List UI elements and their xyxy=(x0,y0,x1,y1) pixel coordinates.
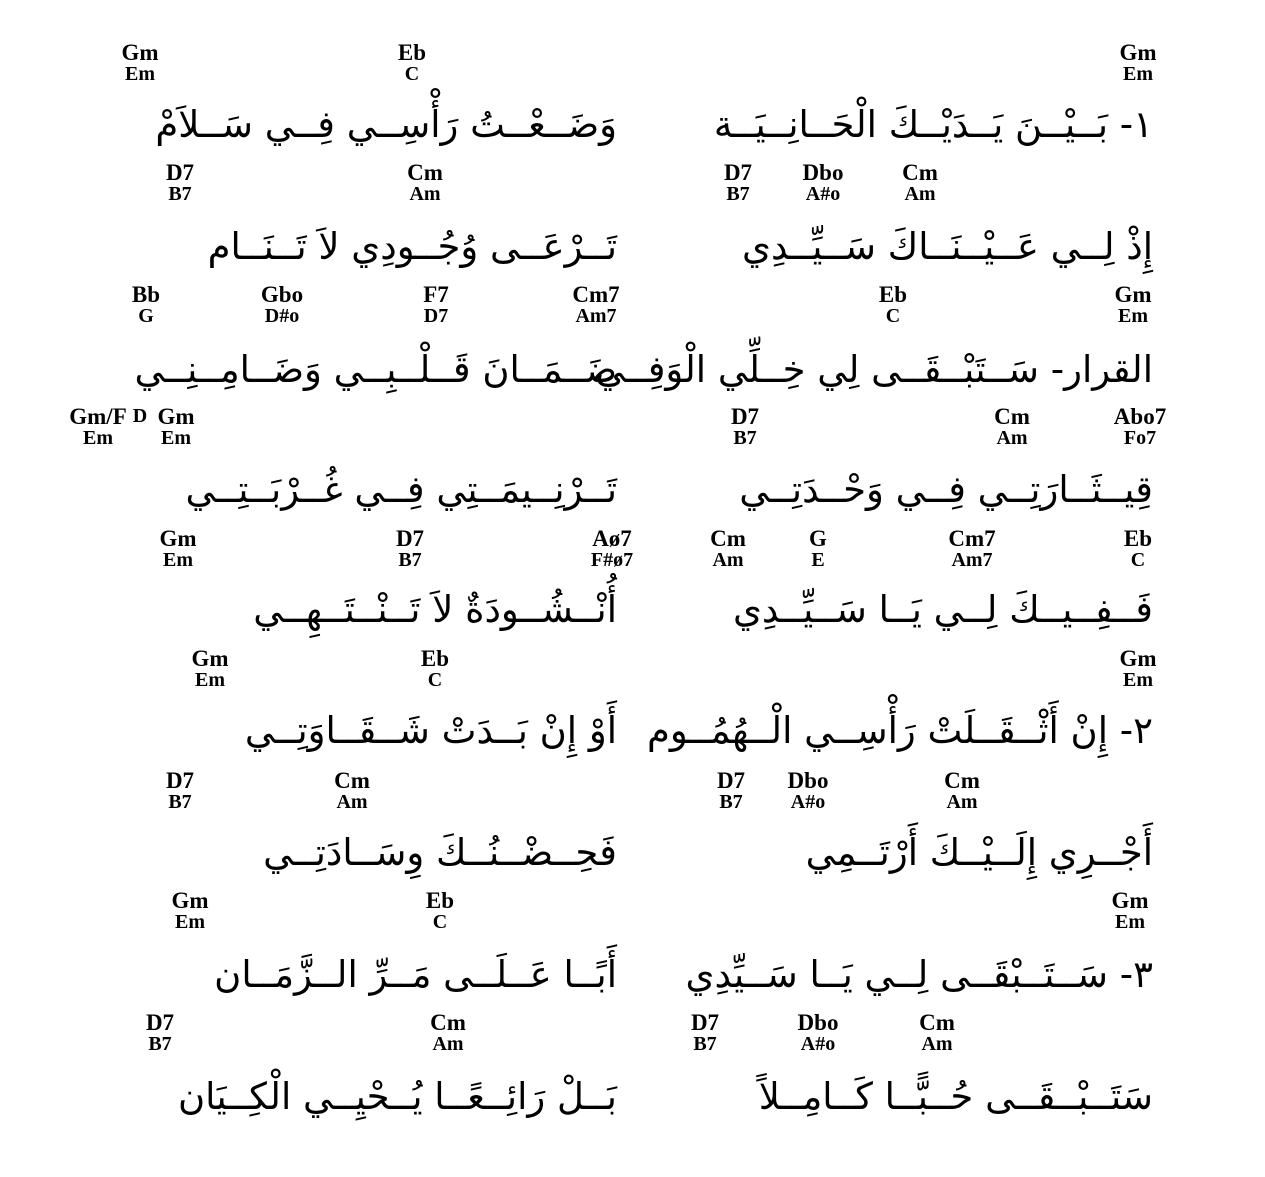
chord-label xyxy=(879,284,907,326)
chord-name: Gm xyxy=(1111,888,1149,913)
lyric-line-right: ١- بَــيْــنَ يَــدَيْــكَ الْحَــانِــيَــة xyxy=(713,103,1153,146)
chord-transposed: A#o xyxy=(800,1033,836,1055)
chord-label xyxy=(133,406,147,426)
chord-transposed: C xyxy=(427,669,443,691)
chord-transposed: Am xyxy=(996,427,1028,449)
chord-name: Eb xyxy=(878,282,908,307)
chord-name: D7 xyxy=(690,1010,720,1035)
chord-name: Gm xyxy=(1114,282,1152,307)
lyric-line-left: فَحِــضْــنُــكَ وِسَــادَتِــي xyxy=(263,831,617,874)
chord-label xyxy=(902,162,938,204)
chord-name: Cm xyxy=(902,160,938,185)
chord-transposed: Em xyxy=(175,911,205,933)
chord-label xyxy=(159,528,196,570)
chord-name: Gm xyxy=(159,526,197,551)
chord-transposed: B7 xyxy=(719,791,743,813)
chord-name: Cm xyxy=(944,768,980,793)
chord-label xyxy=(171,890,208,932)
chord-name: Gm xyxy=(191,646,229,671)
lyric-line-right: قِيــثَــارَتِــي فِــي وَحْــدَتِــي xyxy=(739,468,1153,511)
chord-transposed: C xyxy=(1130,549,1146,571)
chord-label xyxy=(132,284,160,326)
chord-transposed: E xyxy=(811,549,825,571)
chord-transposed: Am xyxy=(409,183,441,205)
chord-label xyxy=(396,528,424,570)
chord-label xyxy=(121,42,158,84)
chord-name: Gm xyxy=(1119,40,1157,65)
lyric-line-left: أَبًــا عَــلَــى مَــرِّ الــزَّمَــان xyxy=(214,953,617,996)
chord-transposed: Am xyxy=(432,1033,464,1055)
chord-transposed: F#ø7 xyxy=(590,549,634,571)
lyric-line-right: القرار- سَــتَبْــقَــى لِي خِــلِّي الْوَفِــي xyxy=(595,348,1153,391)
chord-label xyxy=(710,528,746,570)
chord-name: Bb xyxy=(131,282,161,307)
chord-label xyxy=(994,406,1030,448)
chord-name: Cm7 xyxy=(948,526,996,551)
chord-label xyxy=(423,284,449,326)
chord-name: D7 xyxy=(165,160,195,185)
chord-transposed: C xyxy=(404,63,420,85)
chord-transposed: Am xyxy=(712,549,744,571)
chord-label xyxy=(157,406,194,448)
chord-label xyxy=(426,890,454,932)
chord-transposed: Fo7 xyxy=(1123,427,1157,449)
chord-name: Abo7 xyxy=(1113,404,1167,429)
chord-name: Dbo xyxy=(797,1010,839,1035)
chord-name: Cm xyxy=(710,526,746,551)
chord-label xyxy=(261,284,303,326)
chord-transposed: C xyxy=(432,911,448,933)
lyric-line-left: أَوْ إِنْ بَــدَتْ شَــقَــاوَتِــي xyxy=(244,709,617,752)
chord-transposed: Em xyxy=(125,63,155,85)
chord-transposed: Em xyxy=(1123,63,1153,85)
chord-transposed: Em xyxy=(163,549,193,571)
chord-name: D7 xyxy=(395,526,425,551)
chord-label xyxy=(398,42,426,84)
chord-label xyxy=(1114,284,1151,326)
chord-name: Cm xyxy=(994,404,1030,429)
chord-label xyxy=(731,406,759,448)
lyric-line-left: وَضَــعْــتُ رَأْسِــي فِــي سَــلاَمْ xyxy=(155,103,617,146)
chord-name: Gm xyxy=(1119,646,1157,671)
chord-name: Gm/F xyxy=(69,404,127,429)
chord-label xyxy=(1119,648,1156,690)
chord-transposed: B7 xyxy=(398,549,422,571)
chord-label xyxy=(146,1012,174,1054)
chord-label xyxy=(919,1012,955,1054)
chord-transposed: C xyxy=(885,305,901,327)
chord-transposed: G xyxy=(138,305,154,327)
chord-name: Cm xyxy=(334,768,370,793)
chord-label xyxy=(1119,42,1156,84)
chord-label xyxy=(191,648,228,690)
chord-label xyxy=(944,770,980,812)
chord-label xyxy=(803,162,844,204)
chord-label xyxy=(69,406,127,448)
chord-transposed: B7 xyxy=(168,791,192,813)
chord-name: Cm7 xyxy=(572,282,620,307)
chord-label xyxy=(809,528,827,570)
chord-name: Dbo xyxy=(787,768,829,793)
lyric-line-left: تَــرْعَــى وُجُــودِي لاَ تَــنَــام xyxy=(207,225,617,268)
chord-name: D7 xyxy=(716,768,746,793)
chord-name: Cm xyxy=(407,160,443,185)
lyric-line-right: سَتَــبْــقَــى حُــبًّــا كَــامِــلاً xyxy=(758,1075,1153,1118)
chord-name: Eb xyxy=(420,646,450,671)
chord-transposed: Em xyxy=(195,669,225,691)
chord-label xyxy=(1114,406,1166,448)
chord-transposed: Am7 xyxy=(575,305,617,327)
chord-transposed: Am xyxy=(904,183,936,205)
chord-name: Aø7 xyxy=(592,526,632,551)
chord-label xyxy=(166,162,194,204)
chord-transposed: Am7 xyxy=(951,549,993,571)
chord-name: Dbo xyxy=(802,160,844,185)
lyric-line-right: ٣- سَــتَــبْقَــى لِــي يَــا سَــيِّدِي xyxy=(685,953,1153,996)
chord-label xyxy=(717,770,745,812)
chord-transposed: Em xyxy=(1118,305,1148,327)
chord-name: Gbo xyxy=(260,282,304,307)
chord-label xyxy=(334,770,370,812)
chord-label xyxy=(691,1012,719,1054)
chord-name: Eb xyxy=(425,888,455,913)
chord-name: D7 xyxy=(145,1010,175,1035)
chord-transposed: A#o xyxy=(805,183,841,205)
chord-label xyxy=(421,648,449,690)
chord-label xyxy=(572,284,619,326)
chord-label xyxy=(724,162,752,204)
chord-label xyxy=(430,1012,466,1054)
chord-transposed: Em xyxy=(1123,669,1153,691)
lyric-line-right: ٢- إِنْ أَثْــقَــلَتْ رَأْسِــي الْــهُمُــوم xyxy=(646,709,1153,752)
lyric-line-right: فَــفِــيــكَ لِــي يَــا سَــيِّــدِي xyxy=(732,588,1153,631)
lyric-line-right: أَجْــرِي إِلَــيْــكَ أَرْتَــمِي xyxy=(805,831,1153,874)
chord-name: F7 xyxy=(423,282,449,307)
lyric-line-right: إِذْ لِــي عَــيْــنَــاكَ سَــيِّــدِي xyxy=(742,225,1153,268)
chord-transposed: Am xyxy=(921,1033,953,1055)
chord-transposed: A#o xyxy=(790,791,826,813)
chord-name: Gm xyxy=(157,404,195,429)
lyric-line-left: بَــلْ رَائِــعًــا يُــحْيِــي الْكِــيَان xyxy=(177,1075,617,1118)
chord-name: Cm xyxy=(430,1010,466,1035)
chord-name: Gm xyxy=(171,888,209,913)
chord-name: D7 xyxy=(730,404,760,429)
chord-transposed: B7 xyxy=(733,427,757,449)
chord-label xyxy=(1124,528,1152,570)
chord-name: Gm xyxy=(121,40,159,65)
chord-label xyxy=(407,162,443,204)
chord-name: Eb xyxy=(1123,526,1153,551)
chord-transposed: Em xyxy=(1115,911,1145,933)
lyric-line-left: تَــرْنِــيمَــتِي فِــي غُــرْبَــتِــي xyxy=(185,468,617,511)
chord-transposed: B7 xyxy=(148,1033,172,1055)
chord-transposed: Am xyxy=(946,791,978,813)
chord-transposed: Em xyxy=(161,427,191,449)
chord-label xyxy=(1111,890,1148,932)
lyric-line-left: ضَــمَــانَ قَــلْــبِــي وَضَــامِــنِــي xyxy=(134,348,617,391)
chord-label xyxy=(798,1012,839,1054)
chord-transposed: Em xyxy=(83,427,113,449)
chord-label xyxy=(788,770,829,812)
chord-name: G xyxy=(809,526,827,551)
chord-name: Eb xyxy=(397,40,427,65)
chord-label xyxy=(166,770,194,812)
lyric-line-left: أُنْــشُــودَةٌ لاَ تَــنْــتَــهِــي xyxy=(253,588,617,631)
chord-name: Cm xyxy=(919,1010,955,1035)
chord-label xyxy=(948,528,995,570)
chord-name: D7 xyxy=(723,160,753,185)
chord-transposed: B7 xyxy=(168,183,192,205)
chord-name: D7 xyxy=(165,768,195,793)
chord-transposed: B7 xyxy=(726,183,750,205)
chord-label xyxy=(591,528,633,570)
chord-transposed: D xyxy=(132,405,148,427)
chord-transposed: D7 xyxy=(423,305,449,327)
chord-transposed: B7 xyxy=(693,1033,717,1055)
chord-transposed: Am xyxy=(336,791,368,813)
chord-transposed: D#o xyxy=(264,305,300,327)
